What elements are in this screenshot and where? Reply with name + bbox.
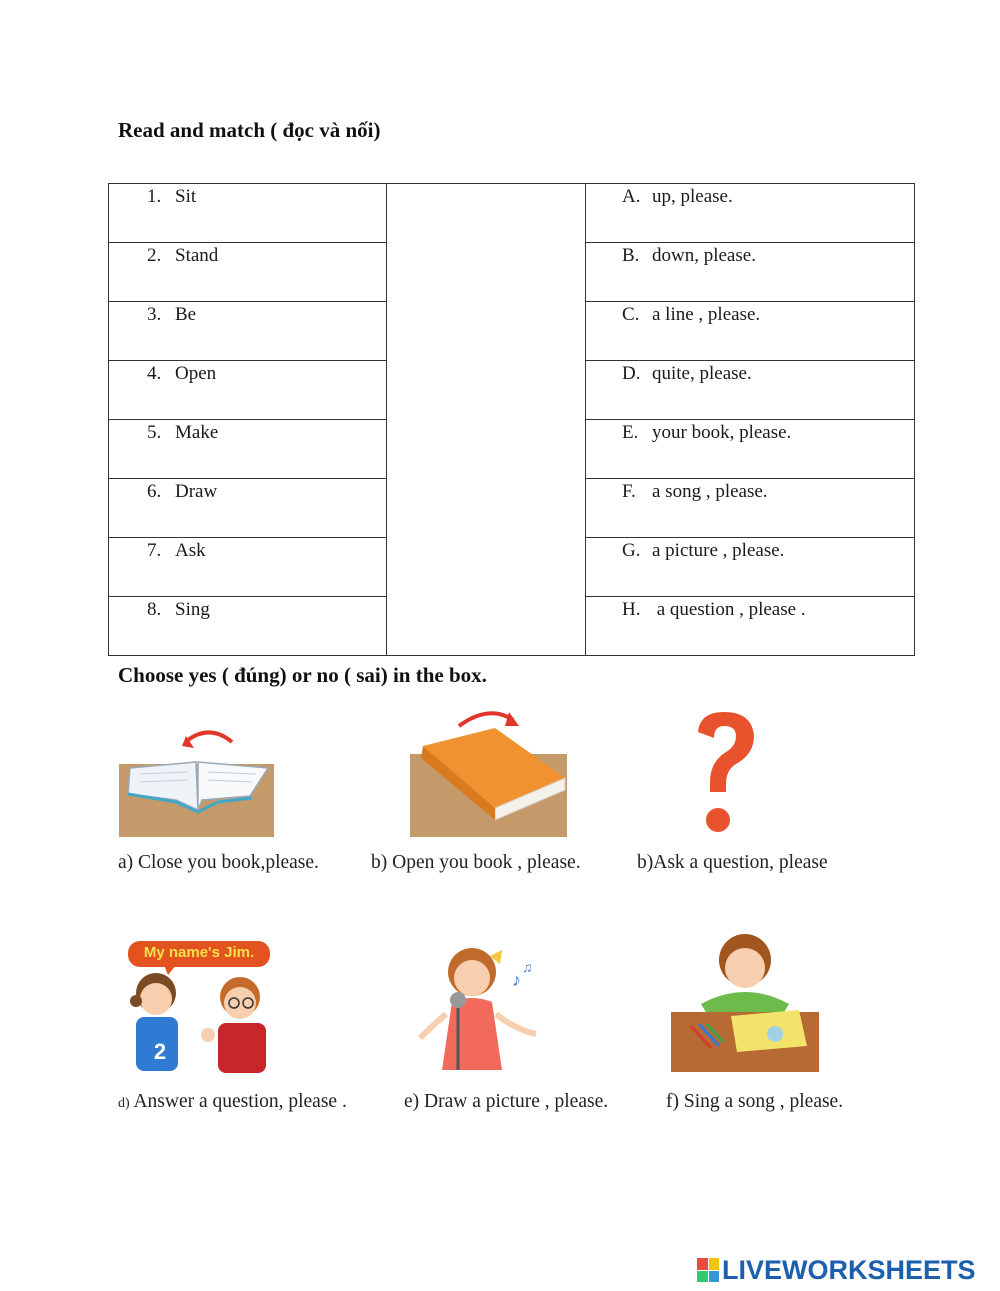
logo-icon [697,1258,719,1282]
match-right-cell [586,479,915,538]
speech-bubble [128,941,270,967]
item-phrase: a picture , please. [652,540,785,561]
match-left-cell [109,597,387,656]
match-left-cell [109,302,387,361]
item-phrase: a line , please. [652,304,761,325]
item-verb: Sit [175,186,197,207]
caption-b2: b)Ask a question, please [637,852,828,873]
item-verb: Open [175,363,217,384]
item-number: 3. [147,304,162,325]
boy-drawing-picture [671,930,821,1074]
match-right-cell [586,538,915,597]
item-letter: G. [622,540,641,561]
item-verb: Draw [175,481,218,502]
item-phrase: a song , please. [652,481,768,502]
svg-text:♫: ♫ [522,961,533,976]
item-letter: B. [622,245,640,266]
caption-b: b) Open you book , please. [371,852,581,873]
section-title-choose: Choose yes ( đúng) or no ( sai) in the box. [118,663,487,687]
item-letter: C. [622,304,640,325]
item-verb: Stand [175,245,219,266]
liveworksheets-logo[interactable] [697,1255,976,1285]
caption-d-label: d) [118,1096,130,1111]
match-left-cell [109,184,387,243]
caption-a: a) Close you book,please. [118,852,319,873]
item-number: 6. [147,481,162,502]
item-letter: A. [622,186,641,207]
item-number: 7. [147,540,162,561]
match-right-cell [586,184,915,243]
item-verb: Sing [175,599,210,620]
match-left-cell [109,538,387,597]
item-letter: H. [622,599,641,620]
item-number: 1. [147,186,162,207]
match-right-cell [586,302,915,361]
item-number: 8. [147,599,162,620]
item-phrase: a question , please . [652,599,806,620]
svg-text:2: 2 [153,1039,167,1064]
match-left-cell [109,243,387,302]
item-number: 4. [147,363,162,384]
item-letter: D. [622,363,641,384]
item-letter: E. [622,422,639,443]
question-mark-picture [688,708,760,836]
match-left-cell [109,479,387,538]
introduction-picture [124,937,274,1075]
item-verb: Make [175,422,219,443]
item-number: 2. [147,245,162,266]
caption-d-text: Answer a question, please . [129,1091,347,1112]
caption-e: e) Draw a picture , please. [404,1091,609,1112]
match-right-cell [586,420,915,479]
item-letter: F. [622,481,636,502]
match-right-cell [586,243,915,302]
girl-singing-picture [416,942,544,1074]
match-right-cell [586,597,915,656]
match-right-cell [586,361,915,420]
item-verb: Ask [175,540,206,561]
item-phrase: up, please. [652,186,733,207]
match-table [108,183,915,656]
item-verb: Be [175,304,197,325]
speech-bubble-text: My name's Jim. [143,944,255,961]
logo-text: LIVEWORKSHEETS [722,1254,976,1285]
open-book-picture [118,722,276,838]
item-number: 5. [147,422,162,443]
match-left-cell [109,361,387,420]
section-title-match: Read and match ( đọc và nối) [118,118,381,142]
match-row [109,184,915,243]
item-phrase: your book, please. [652,422,792,443]
svg-text:♪: ♪ [512,970,521,990]
closed-book-picture [409,704,569,838]
caption-f: f) Sing a song , please. [666,1091,844,1112]
match-left-cell [109,420,387,479]
caption-d [118,1091,347,1113]
item-phrase: down, please. [652,245,756,266]
item-phrase: quite, please. [652,363,752,384]
match-line-area[interactable] [387,184,586,656]
